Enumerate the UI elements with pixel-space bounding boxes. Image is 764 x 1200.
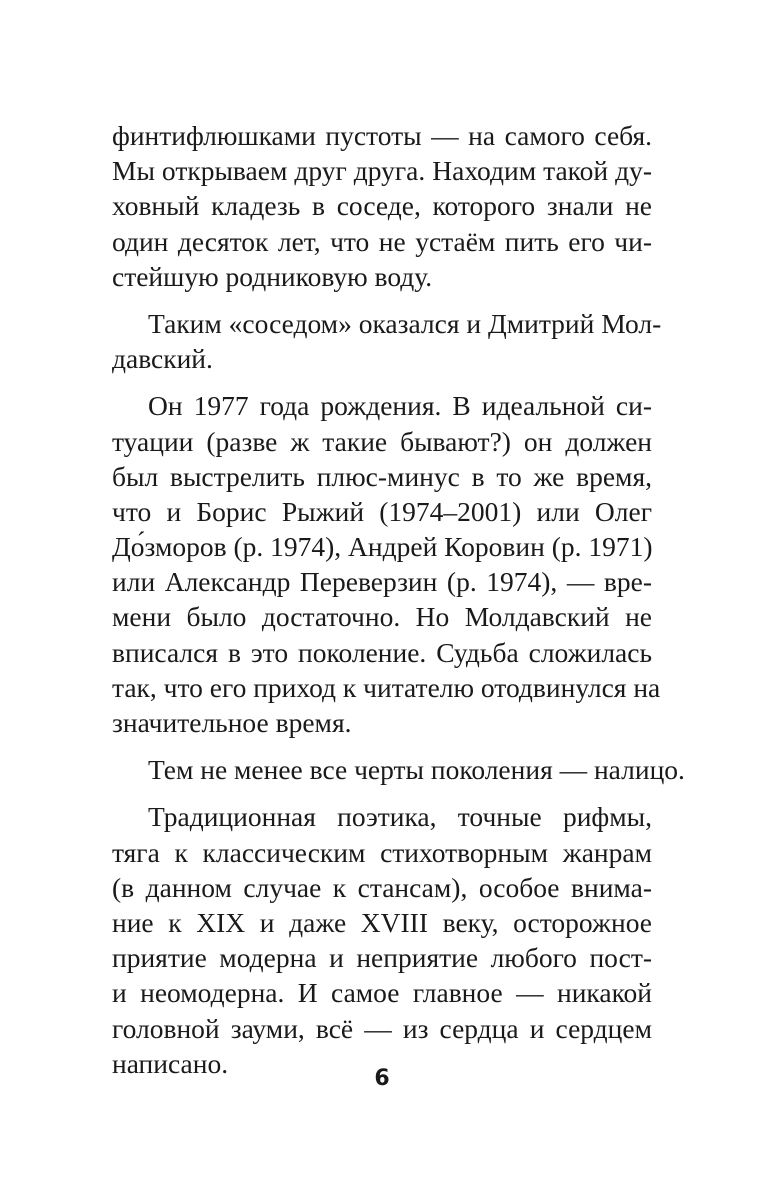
text-line: Он 1977 года рождения. В идеальной си- (148, 390, 652, 422)
text-line: стейшую родниковую воду. (112, 260, 433, 292)
text-line: и неомодерна. И самое главное — никакой (112, 977, 652, 1009)
text-line: Таким «соседом» оказался и Дмитрий Мол- (148, 307, 662, 339)
text-line: что и Борис Рыжий (1974–2001) или Олег (112, 495, 652, 527)
text-line: вписался в это поколение. Судьба сложилась (112, 636, 652, 668)
paragraph-5 (112, 799, 652, 1081)
text-line: мени было достаточно. Но Молдавский не (112, 601, 652, 633)
text-line: ние к XIX и даже XVIII веку, осторожное (112, 906, 652, 938)
text-line: давский. (112, 343, 213, 375)
text-line: или Александр Переверзин (р. 1974), — вре- (112, 566, 652, 598)
paragraph-3 (112, 388, 661, 740)
text-line: туации (разве ж такие бывают?) он должен (112, 425, 652, 457)
text-line: тяга к классическим стихотворным жанрам (112, 836, 652, 868)
text-line: Тем не менее все черты поколения — налицо. (148, 754, 685, 786)
text-line: был выстрелить плюс-минус в то же время, (112, 460, 652, 492)
text-line: значительное время. (112, 707, 352, 738)
page-body (112, 118, 685, 1093)
text-line: головной зауми, всё — из сердца и сердцем (112, 1012, 652, 1044)
text-line: приятие модерна и неприятие любого пост- (112, 942, 652, 974)
page-number: 6 (374, 1066, 390, 1091)
text-line: один десяток лет, что не устаём пить его чи- (112, 225, 652, 257)
text-line: финтифлюшками пустоты — на самого себя. (112, 120, 652, 151)
text-line: До́зморов (р. 1974), Андрей Коровин (р. 1971) (112, 531, 653, 563)
paragraph-4 (112, 752, 685, 787)
text-line: Мы открываем друг друга. Находим такой ду- (112, 155, 652, 187)
paragraph-1 (112, 118, 652, 294)
text-line: ховный кладезь в соседе, которого знали не (112, 190, 652, 222)
text-line: написано. (112, 1047, 229, 1079)
text-line: так, что его приход к читателю отодвинулся на (112, 671, 661, 703)
text-line: (в данном случае к стансам), особое внима- (112, 871, 652, 903)
text-line: Традиционная поэтика, точные рифмы, (148, 801, 652, 833)
paragraph-2 (112, 306, 662, 376)
